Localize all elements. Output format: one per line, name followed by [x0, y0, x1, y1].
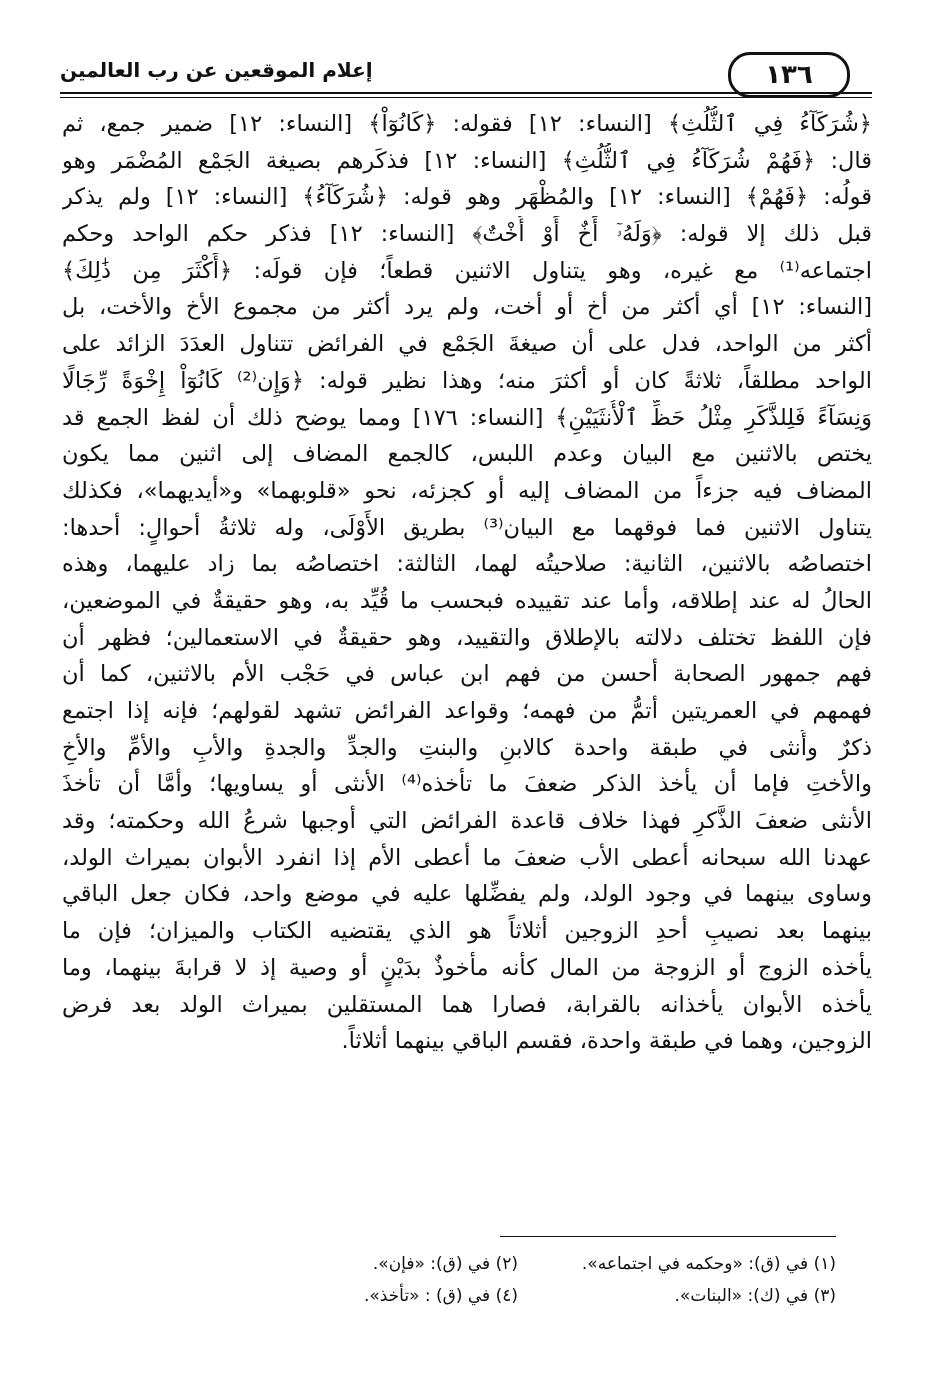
text-line: الأنثى ضعفَ الذَّكرِ فهذا خلاف قاعدة الفرائض التي أوجبها شرعُ الله وحكمته؛ وقد	[62, 808, 872, 835]
text-line: عهدنا الله سبحانه أعطى الأب ضعفَ ما أعطى الأم إذا انفرد الأبوان بميراث الولد،	[62, 844, 872, 871]
text-line: يأخذه الأبوان يأخذانه بالقرابة، فصارا هما المستقلين بميراث الولد بعد فرض	[62, 991, 872, 1018]
text-line: الواحد مطلقاً، ثلاثةً كان أو أكثرَ منه؛ وهذا نظير قوله: ﴿وَإِن⁽²⁾ كَانُوٓاْ إِخْوَةً رِّجَالًا	[62, 367, 872, 394]
text-line: ذكرٌ وأُنثى في طبقة واحدة كالابنِ والبنتِ والجدِّ والجدةِ والأبِ والأمِّ والأخِ	[62, 734, 872, 761]
text-line: قبل ذلك إلا قوله: ﴿وَلَهُۥٓ أَخٌ أَوْ أُخْتٌ﴾ [النساء: ١٢] فذكر حكم الواحد وحكم	[62, 221, 872, 248]
text-line: وَنِسَآءً فَلِلذَّكَرِ مِثْلُ حَظِّ ٱلْأُنثَيَيْنِ﴾ [النساء: ١٧٦] ومما يوضح ذلك أن لفظ الجمع قد	[62, 404, 872, 431]
footnote-2: (٢) في (ق): «فإن».	[372, 1254, 518, 1274]
footnote-separator	[500, 1236, 836, 1237]
text-line: فإن اللفظ تختلف دلالته بالإطلاق والتقييد، وهو حقيقةٌ في الاستعمالين؛ فظهر أن	[62, 624, 872, 651]
text-line: قال: ﴿فَهُمْ شُرَكَآءُ فِي ٱلثُّلُثِ﴾ [النساء: ١٢] فذكَرهم بصيغة الجَمْع المُضْمَر وهو	[62, 147, 872, 174]
text-line: ﴿شُرَكَآءُ فِي ٱلثُّلُثِ﴾ [النساء: ١٢] فقوله: ﴿كَانُوٓاْ﴾ [النساء: ١٢] ضمير جمع، ثم	[62, 111, 872, 137]
text-line: الزوجين، وهما في طبقة واحدة، فقسم الباقي بينهما أثلاثاً.	[341, 1028, 872, 1055]
header-rule	[60, 92, 872, 94]
text-line: اجتماعه⁽¹⁾ مع غيره، وهو يتناول الاثنين قطعاً؛ فإن قولَه: ﴿أَكْثَرَ مِن ذَٰلِكَ﴾	[62, 257, 872, 284]
text-line: بينهما بعد نصيبِ أحدِ الزوجين أثلاثاً هو الذي يقتضيه الكتاب والميزان؛ فإن ما	[62, 918, 872, 945]
text-line: وساوى بينهما في وجود الولد، ولم يفضِّلها عليه في موضع واحد، فكان جعل الباقي	[62, 881, 872, 908]
page-number: ١٣٦	[728, 52, 850, 98]
footnote-3: (٣) في (ك): «البنات».	[674, 1286, 836, 1306]
text-line: يأخذه الزوج أو الزوجة من المال كأنه مأخوذٌ بدَيْنٍ أو وصية إذ لا قرابةَ بينهما، وما	[62, 954, 872, 981]
text-line: اختصاصُه بالاثنين، الثانية: صلاحيتُه لهما، الثالثة: اختصاصُه بما زاد عليهما، وهذه	[62, 551, 872, 578]
footnote-4: (٤) في (ق) : «تأخذ».	[363, 1286, 518, 1306]
text-line: قولُه: ﴿فَهُمْ﴾ [النساء: ١٢] والمُظْهَر وهو قوله: ﴿شُرَكَآءُ﴾ [النساء: ١٢] ولم يذكر	[62, 184, 872, 211]
text-line: [النساء: ١٢] أي أكثر من أخ أو أخت، ولم يرد أكثر من مجموع الأخ والأخت، بل	[62, 294, 872, 321]
footnotes	[200, 1248, 836, 1312]
running-book-title: إعلام الموقعين عن رب العالمين	[60, 58, 373, 82]
text-line: فهمهم في العمريتين أتمُّ من فهمه؛ وقواعد الفرائض تشهد لقولهم؛ فإنه إذا اجتمع	[62, 698, 872, 724]
text-line: يختص بالاثنين مع البيان وعدم اللبس، كالجمع المضاف إلى اثنين مما يكون	[62, 441, 872, 468]
text-line: فهم جمهور الصحابة أحسن من فهم ابن عباس في حَجْب الأم بالاثنين، كما أن	[62, 661, 872, 688]
text-line: والأختِ فإما أن يأخذ الذكر ضعفَ ما تأخذه⁽⁴⁾ الأنثى أو يساويها؛ وأمَّا أن تأخذَ	[62, 771, 872, 798]
main-text	[62, 106, 872, 1060]
text-line: أكثر من الواحد، فدل على أن صيغةَ الجَمْع في الفرائض تتناول العدَدَ الزائد على	[62, 331, 872, 358]
text-line: يتناول الاثنين فما فوقهما مع البيان⁽³⁾ بطريق الأَوْلَى، وله ثلاثةُ أحوالٍ: أحدها:	[62, 514, 872, 541]
footnote-row	[200, 1248, 836, 1280]
text-line: المضاف فيه جزءاً من المضاف إليه أو كجزئه، نحو «قلوبهما» و«أيديهما»، فكذلك	[62, 477, 872, 504]
text-line: الحالُ له عند إطلاقه، وأما عند تقييده فبحسب ما قُيِّد به، وهو حقيقةٌ في الموضعين،	[62, 587, 872, 614]
footnote-row	[200, 1280, 836, 1312]
header-rule-thin	[60, 97, 872, 98]
footnote-1: (١) في (ق): «وحكمه في اجتماعه».	[581, 1254, 836, 1274]
page-header	[60, 48, 872, 100]
